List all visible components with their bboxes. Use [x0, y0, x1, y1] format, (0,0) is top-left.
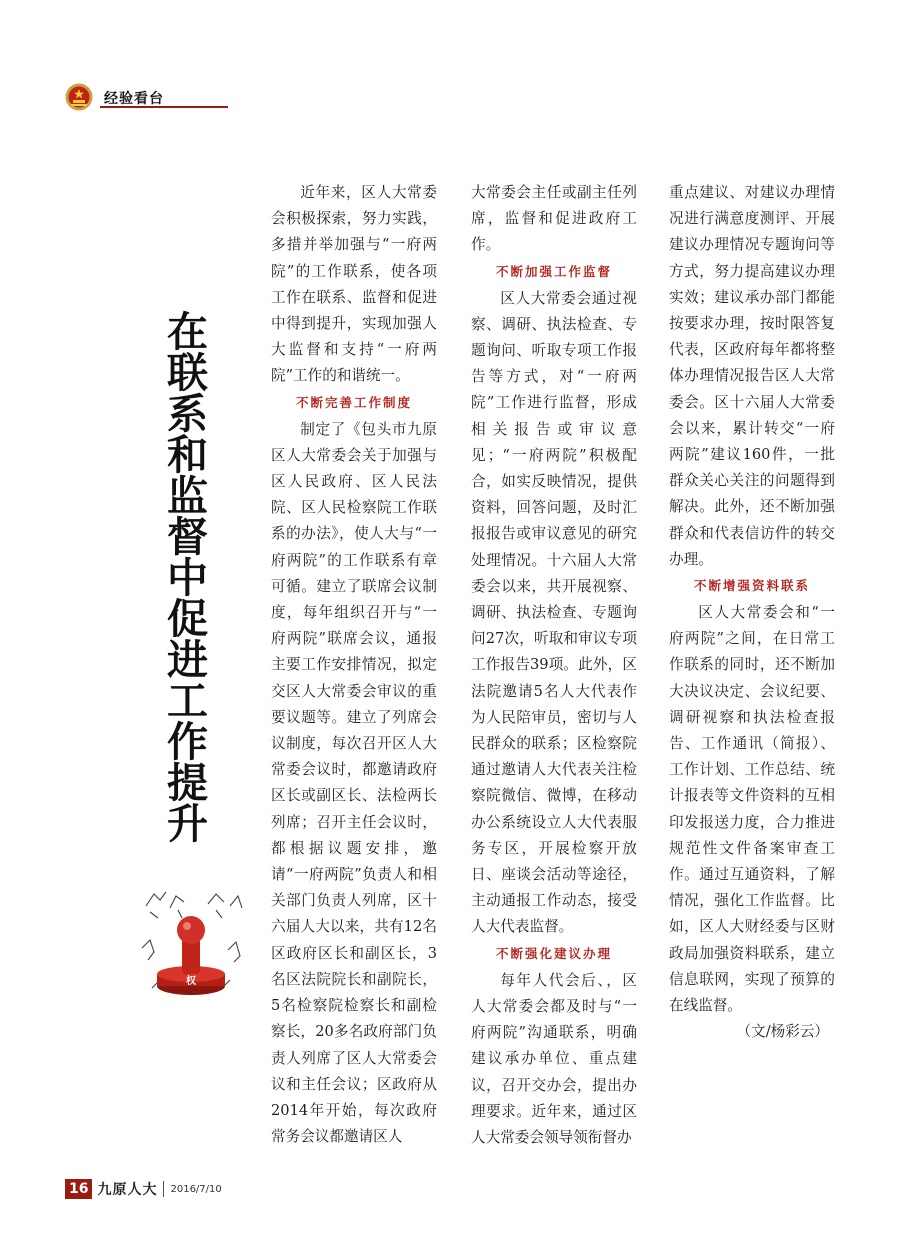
article-column-3 [669, 180, 835, 1046]
article-column-2 [471, 180, 637, 1151]
paragraph-continued: 大常委会主任或副主任列席，监督和促进政府工作。 [471, 184, 637, 254]
paragraph: 近年来，区人大常委会积极探索，努力实践，多措并举加强与“一府两院”的工作联系，使各项工作在联系、监督和促进中得到提升，实现加强人大监督和支持“一府两院”工作的和谐统一。 [271, 184, 437, 385]
subheading: 不断增强资料联系 [693, 578, 810, 594]
article-title: 在联系和监督中促进工作提升 [160, 310, 208, 843]
national-emblem-icon [64, 82, 94, 112]
paragraph-continued: 重点建议、对建议办理情况进行满意度测评、开展建议办理情况专题询问等方式，努力提高建议办理实效；建议承办部门都能按要求办理，按时限答复代表，区政府每年都将整体办理情况报告区人大常委会。区十六届人大常委会以来，累计转交“一府两院”建议160件，一批群众关心关注的问题得到解决。此外，还不断加强群众和代表信访件的转交办理。 [669, 184, 835, 568]
publication-date: 2016/7/10 [170, 1183, 222, 1195]
page-number: 16 [65, 1179, 92, 1199]
header-divider [100, 106, 228, 108]
power-stamp-illustration [136, 888, 246, 1004]
paragraph: 每年人代会后、，区人大常委会都及时与“一府两院”沟通联系，明确建议承办单位、重点建议，召开交办会，提出办理要求。近年来，通过区人大常委会领导领衔督办 [471, 971, 637, 1146]
subheading: 不断强化建议办理 [495, 945, 612, 961]
subheading: 不断加强工作监督 [495, 263, 612, 279]
magazine-name: 九原人大 [97, 1182, 158, 1198]
subheading: 不断完善工作制度 [295, 394, 412, 410]
paragraph: 制定了《包头市九原区人大常委会关于加强与区人民政府、区人民法院、区人民检察院工作联系的办法》，使人大与“一府两院”的工作联系有章可循。建立了联席会议制度，每年组织召开与“一府两院”联席会议，通报主要工作安排情况，拟定交区人大常委会审议的重要议题等。建立了列席会议制度，每次召开区人大常委会议时，都邀请政府区长或副区长、法检两长列席；召开主任会议时，都根据议题安排，邀请“一府两院”负责人和相关部门负责人列席，区十六届人大以来，共有12名区政府区长和副区长，3名区法院院长和副院长，5名检察院检察长和副检察长，20多名政府部门负责人列席了区人大常委会议和主任会议；区政府从2014年开始，每次政府常务会议都邀请区人 [271, 420, 437, 1146]
stamp-label: 权 [186, 976, 196, 987]
paragraph: 区人大常委会通过视察、调研、执法检查、专题询问、听取专项工作报告等方式，对“一府两院”工作进行监督，形成相关报告或审议意见；“一府两院”积极配合，如实反映情况，提供资料，回答问题，及时汇报报告或审议意见的研究处理情况。十六届人大常委会以来，共开展视察、调研、执法检查、专题询问27次，听取和审议专项工作报告39项。此外，区法院邀请5名人大代表作为人民陪审员，密切与人民群众的联系；区检察院通过邀请人大代表关注检察院微信、微博，在移动办公系统设立人大代表服务专区，开展检察开放日、座谈会活动等途径，主动通报工作动态，接受人大代表监督。 [471, 289, 637, 936]
section-label: 经验看台 [104, 91, 164, 107]
paragraph: 区人大常委会和“一府两院”之间，在日常工作联系的同时，还不断加大决议决定、会议纪要、调研视察和执法检查报告、工作通讯（简报）、工作计划、工作总结、统计报表等文件资料的互相印发报送力度，合力推进规范性文件备案审查工作。通过互通资料，了解情况，强化工作监督。比如，区人大财经委与区财政局加强资料联系，建立信息联网，实现了预算的在线监督。 [669, 604, 835, 1015]
page-footer [65, 1178, 222, 1200]
article-column-1 [271, 180, 437, 1150]
author-byline: （文/杨彩云） [736, 1023, 829, 1041]
footer-separator [163, 1181, 164, 1197]
